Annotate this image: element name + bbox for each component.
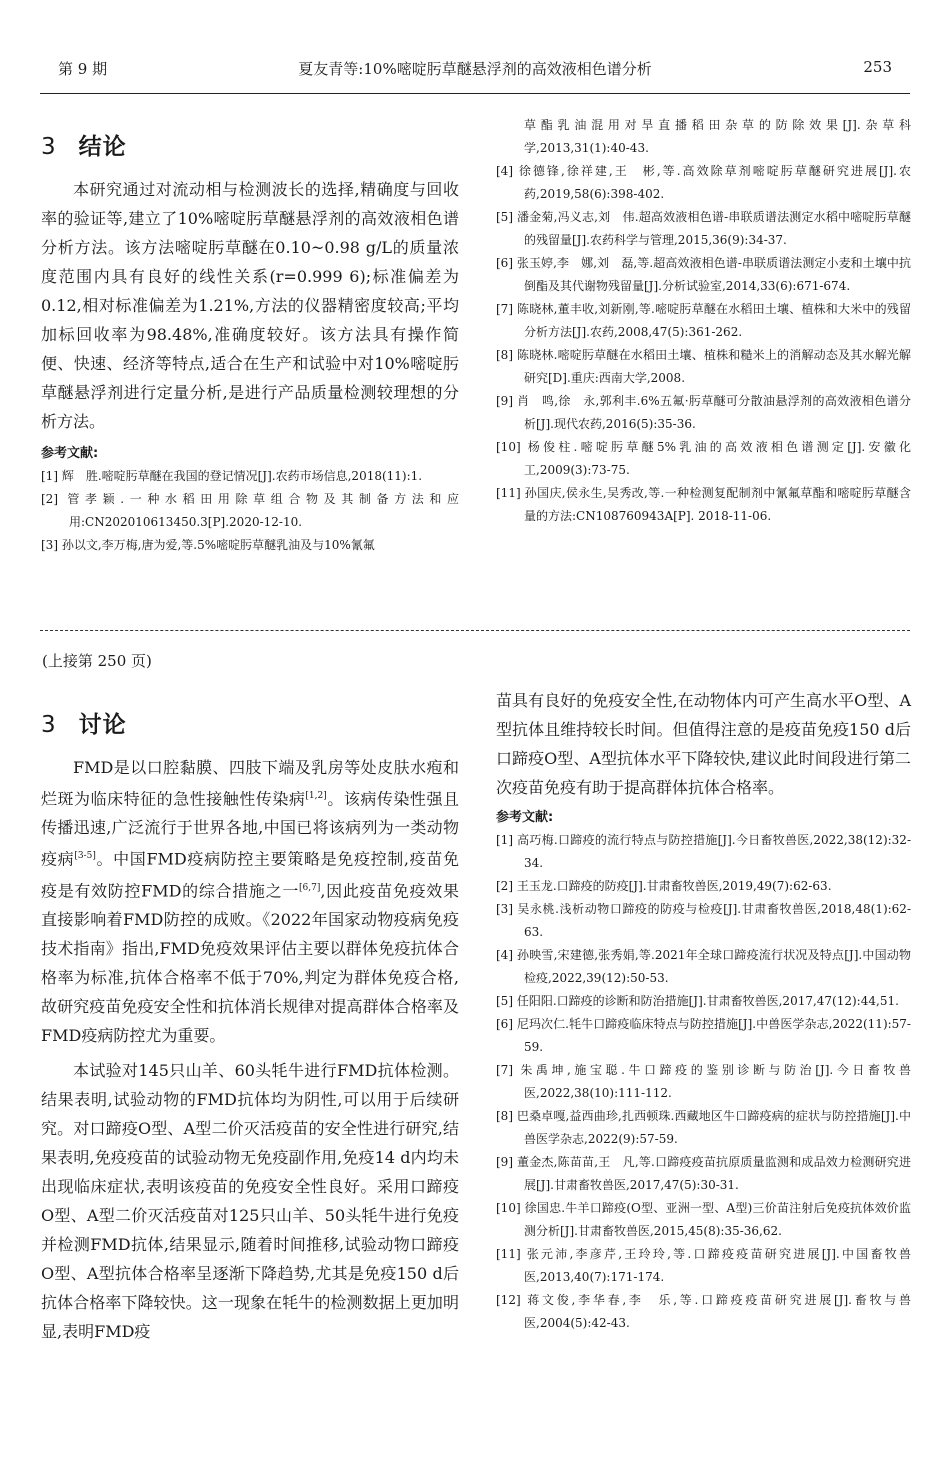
reference-item: [4] 徐德锋,徐祥建,王 彬,等.高效除草剂嘧啶肟草醚研究进展[J].农药,2019,58(6):398-402. — [496, 164, 911, 201]
reference-item: [1] 辉 胜.嘧啶肟草醚在我国的登记情况[J].农药市场信息,2018(11):1. — [41, 469, 423, 483]
reference-item: [7] 朱禹坤,施宝聪.牛口蹄疫的鉴别诊断与防治[J].今日畜牧兽医,2022,38(10):111-112. — [496, 1063, 911, 1100]
running-title: 夏友青等:10%嘧啶肟草醚悬浮剂的高效液相色谱分析 — [298, 60, 652, 78]
references-list-continued — [496, 114, 911, 528]
section-heading-conclusion: 3 结论 — [41, 134, 127, 160]
reference-item: [1] 高巧梅.口蹄疫的流行特点与防控措施[J].今日畜牧兽医,2022,38(12):32-34. — [496, 833, 911, 870]
reference-item: [11] 孙国庆,侯永生,吴秀改,等.一种检测复配制剂中氰氟草酯和嘧啶肟草醚含量的方法:CN108760943A[P]. 2018-11-06. — [496, 486, 911, 523]
reference-item: [3] 孙以文,李万梅,唐为爱,等.5%嘧啶肟草醚乳油及与10%氰氟 — [41, 538, 375, 552]
reference-item: [3] 吴永桃.浅析动物口蹄疫的防疫与检疫[J].甘肃畜牧兽医,2018,48(1):62-63. — [496, 902, 911, 939]
references-list — [496, 829, 911, 1335]
running-header — [40, 58, 910, 88]
page-number: 253 — [863, 58, 892, 76]
reference-item: [4] 孙映雪,宋建德,张秀娟,等.2021年全球口蹄疫流行状况及特点[J].中国动物检疫,2022,39(12):50-53. — [496, 948, 911, 985]
reference-item: [7] 陈晓林,董丰收,刘新刚,等.嘧啶肟草醚在水稻田土壤、植株和大米中的残留分析方法[J].农药,2008,47(5):361-262. — [496, 302, 911, 339]
discussion-paragraph-continued: 苗具有良好的免疫安全性,在动物体内可产生高水平O型、A型抗体且维持较长时间。但值得注意的是疫苗免疫150 d后口蹄疫O型、A型抗体水平下降较快,建议此时间段进行第二次疫苗免疫有助于提高群体抗体合格率。 — [496, 691, 911, 797]
reference-item: [5] 任阳阳.口蹄疫的诊断和防治措施[J].甘肃畜牧兽医,2017,47(12):44,51. — [496, 994, 899, 1008]
discussion-paragraph-1: FMD是以口腔黏膜、四肢下端及乳房等处皮肤水疱和烂斑为临床特征的急性接触性传染病[1,2]。该病传染性强且传播迅速,广泛流行于世界各地,中国已将该病列为一类动物疫病[3-5]。中国FMD疫病防控主要策略是免疫控制,疫苗免疫是有效防控FMD的综合措施之一[6,7],因此疫苗免疫效果直接影响着FMD防控的成败。《2022年国家动物疫病免疫技术指南》指出,FMD免疫效果评估主要以群体免疫抗体合格率为标准,抗体合格率不低于70%,判定为群体免疫合格,故研究疫苗免疫安全性和抗体消长规律对提高群体合格率及FMD疫病防控尤为重要。 — [41, 758, 459, 1045]
header-rule — [40, 93, 910, 94]
discussion-paragraph-2: 本试验对145只山羊、60头牦牛进行FMD抗体检测。结果表明,试验动物的FMD抗体均为阴性,可以用于后续研究。对口蹄疫O型、A型二价灭活疫苗的安全性进行研究,结果表明,免疫疫苗的试验动物无免疫副作用,免疫14 d内均未出现临床症状,表明该疫苗的免疫安全性良好。采用口蹄疫O型、A型二价灭活疫苗对125只山羊、50头牦牛进行免疫并检测FMD抗体,结果显示,随着时间推移,试验动物口蹄疫O型、A型抗体合格率呈逐渐下降趋势,尤其是免疫150 d后抗体合格率下降较快。这一现象在牦牛的检测数据上更加明显,表明FMD疫 — [41, 1060, 459, 1341]
reference-item: [5] 潘金菊,冯义志,刘 伟.超高效液相色谱-串联质谱法测定水稻中嘧啶肟草醚的残留量[J].农药科学与管理,2015,36(9):34-37. — [496, 210, 911, 247]
reference-item: [10] 杨俊柱.嘧啶肟草醚5%乳油的高效液相色谱测定[J].安徽化工,2009(3):73-75. — [496, 440, 911, 477]
issue-number: 第 9 期 — [58, 60, 108, 78]
top-right-column — [496, 114, 911, 528]
reference-item: [8] 陈晓林.嘧啶肟草醚在水稻田土壤、植株和糙米上的消解动态及其水解光解研究[D].重庆:西南大学,2008. — [496, 348, 911, 385]
references-title: 参考文献: — [496, 810, 554, 825]
bottom-left-column — [41, 706, 459, 1346]
reference-item-continued: 草酯乳油混用对旱直播稻田杂草的防除效果[J].杂草科学,2013,31(1):40-43. — [524, 118, 911, 155]
continued-note: (上接第 250 页) — [42, 652, 152, 670]
reference-item: [6] 尼玛次仁.牦牛口蹄疫临床特点与防控措施[J].中兽医学杂志,2022(11):57-59. — [496, 1017, 911, 1054]
article-separator — [40, 630, 910, 631]
reference-item: [11] 张元沛,李彦芹,王玲玲,等.口蹄疫疫苗研究进展[J].中国畜牧兽医,2013,40(7):171-174. — [496, 1247, 911, 1284]
reference-item: [2] 管孝颖.一种水稻田用除草组合物及其制备方法和应用:CN202010613450.3[P].2020-12-10. — [41, 492, 459, 529]
reference-item: [6] 张玉婷,李 娜,刘 磊,等.超高效液相色谱-串联质谱法测定小麦和土壤中抗倒酯及其代谢物残留量[J].分析试验室,2014,33(6):671-674. — [496, 256, 911, 293]
reference-item: [8] 巴桑卓嘎,益西曲珍,扎西顿珠.西藏地区牛口蹄疫病的症状与防控措施[J].中兽医学杂志,2022(9):57-59. — [496, 1109, 911, 1146]
bottom-right-column — [496, 686, 911, 1335]
reference-item: [9] 肖 鸣,徐 永,郭利丰.6%五氟·肟草醚可分散油悬浮剂的高效液相色谱分析[J].现代农药,2016(5):35-36. — [496, 394, 911, 431]
citation: [3-5] — [74, 851, 96, 862]
reference-item: [9] 董金杰,陈苗苗,王 凡,等.口蹄疫疫苗抗原质量监测和成品效力检测研究进展[J].甘肃畜牧兽医,2017,47(5):30-31. — [496, 1155, 911, 1192]
top-left-column — [41, 128, 459, 557]
reference-item: [10] 徐国忠.牛羊口蹄疫(O型、亚洲一型、A型)三价苗注射后免疫抗体效价监测分析[J].甘肃畜牧兽医,2015,45(8):35-36,62. — [496, 1201, 911, 1238]
references-list — [41, 465, 459, 557]
section-heading-discussion: 3 讨论 — [41, 712, 127, 738]
citation: [1,2] — [305, 791, 327, 801]
reference-item: [2] 王玉龙.口蹄疫的防疫[J].甘肃畜牧兽医,2019,49(7):62-63. — [496, 879, 832, 893]
citation: [6,7] — [299, 882, 321, 893]
conclusion-paragraph: 本研究通过对流动相与检测波长的选择,精确度与回收率的验证等,建立了10%嘧啶肟草醚悬浮剂的高效液相色谱分析方法。该方法嘧啶肟草醚在0.10~0.98 g/L的质量浓度范围内具有良好的线性关系(r=0.999 6);标准偏差为0.12,相对标准偏差为1.21%,方法的仪器精密度较高;平均加标回收率为98.48%,准确度较好。该方法具有操作简便、快速、经济等特点,适合在生产和试验中对10%嘧啶肟草醚悬浮剂进行定量分析,是进行产品质量检测较理想的分析方法。 — [41, 180, 459, 431]
reference-item: [12] 蒋文俊,李华春,李 乐,等.口蹄疫疫苗研究进展[J].畜牧与兽医,2004(5):42-43. — [496, 1293, 911, 1330]
references-title: 参考文献: — [41, 446, 99, 461]
